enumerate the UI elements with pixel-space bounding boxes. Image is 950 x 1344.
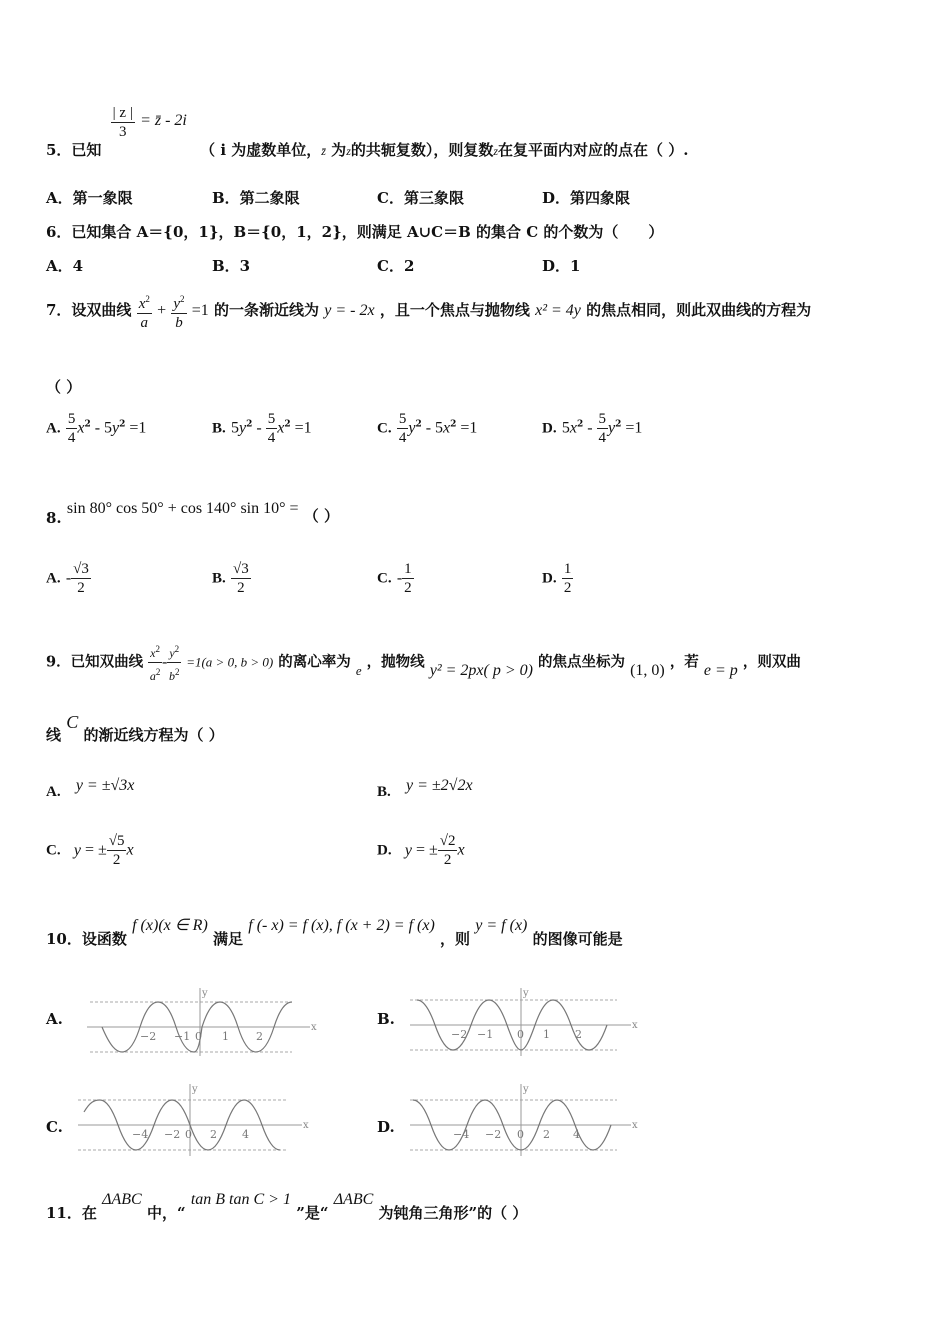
q11-condition: tan B tan C > 1 <box>190 1191 291 1208</box>
q9-label-d: D. <box>377 842 392 859</box>
graph-a-tick: −2 <box>140 1030 157 1043</box>
q9-condition: =1(a > 0, b > 0) <box>186 654 274 670</box>
graph-b-y-label: y <box>523 988 529 999</box>
q5-fraction <box>111 104 135 141</box>
q7-parabola: x² = 4y <box>535 302 581 319</box>
q10-number: 10．设函数 <box>46 930 127 948</box>
q7-t2: ，且一个焦点与抛物线 <box>379 301 530 319</box>
graph-d-x-label: x <box>632 1120 638 1131</box>
q11-triangle: ΔABC <box>102 1191 142 1208</box>
graph-c-tick: 2 <box>210 1128 217 1141</box>
q5-option-a[interactable]: A．第一象限 <box>46 189 133 207</box>
q8-option-c[interactable]: C. - $\frac{1}{2}$ <box>377 561 412 596</box>
q9-e: e <box>355 662 362 678</box>
q10-f: f (x)(x ∈ R) <box>132 917 208 934</box>
q11-number: 11．在 <box>46 1204 97 1222</box>
graph-c-tick: −4 <box>132 1128 149 1141</box>
q10-t1: 满足 <box>213 930 244 948</box>
q5-zbar: z̄ <box>321 143 326 158</box>
q7-option-b[interactable]: B. $5y^2$ - $\frac{5}{4}$ $x^2 =1$ <box>212 411 312 446</box>
graph-c-tick: −2 <box>164 1128 181 1141</box>
q7-paren: （ ） <box>46 378 82 396</box>
graph-c-x-label: x <box>303 1120 309 1131</box>
q8-label-c: C. <box>377 570 392 587</box>
q9-c: C <box>66 712 79 732</box>
q9-parabola: y² = 2px( p > 0) <box>429 661 533 679</box>
q9-option-c[interactable]: C. y = ± $\frac{√5}{2}$ x <box>46 833 134 868</box>
q5-tail: 的共轭复数），则复数 <box>350 140 494 159</box>
graph-b-tick: 1 <box>543 1028 550 1041</box>
q5-option-c[interactable]: C．第三象限 <box>377 189 464 207</box>
q9-t1: 的离心率为 <box>278 653 351 671</box>
q5-mid: 为 <box>331 140 347 159</box>
graph-d-y-label: y <box>523 1084 529 1095</box>
q10-yf: y = f (x) <box>475 917 528 934</box>
question-6: 6．已知集合 A＝{0，1}，B＝{0，1，2}，则满足 A∪C＝B 的集合 C 的个数为（ ） <box>46 223 664 241</box>
q9-t4: ，若 <box>669 653 699 671</box>
graph-d-tick: −4 <box>453 1128 470 1141</box>
q9-line2a: 线 <box>46 726 62 744</box>
q5-frac-num: | z | <box>112 105 133 121</box>
q7-t3: 的焦点相同，则此双曲线的方程为 <box>586 301 812 319</box>
q8-number: 8. <box>46 509 62 527</box>
question-10 <box>46 914 623 948</box>
q10-t3: 的图像可能是 <box>532 930 623 948</box>
q11-t3: 为钝角三角形”的（ ） <box>378 1204 528 1222</box>
q5-equation: = z̄ - 2i <box>140 111 187 129</box>
q10-label-d[interactable]: D. <box>377 1118 395 1136</box>
q8-option-b[interactable]: B. $\frac{√3}{2}$ <box>212 561 249 596</box>
q9-t2: ，抛物线 <box>366 653 425 671</box>
q5-tail2: 在复平面内对应的点在（ ）. <box>498 140 689 159</box>
q6-option-b[interactable]: B．3 <box>212 257 251 275</box>
q10-graph-c[interactable] <box>76 1082 316 1158</box>
question-9: 9．已知双曲线 $\frac{x^2}{a^2}$ - $\frac{y^2}{b^2}$ =1(a > 0, b > 0) 的离心率为 e ，抛物线 y² = 2px( p > 0) 的焦点坐标为 (1, 0) ，若 e = p ，则双曲 <box>46 640 801 685</box>
q7-label-b: B. <box>212 420 226 437</box>
q9-eq: e = p <box>703 661 738 679</box>
q6-option-a[interactable]: A．4 <box>46 257 84 275</box>
q8-option-a[interactable]: A. - $\frac{√3}{2}$ <box>46 561 89 596</box>
q10-graph-a[interactable] <box>82 986 322 1058</box>
q11-t2: ”是“ <box>296 1204 329 1222</box>
q11-triangle-2: ΔABC <box>333 1191 374 1208</box>
q10-label-b[interactable]: B. <box>377 1010 395 1028</box>
graph-b-tick: −2 <box>451 1028 468 1041</box>
q5-z2: z <box>493 143 499 158</box>
graph-a-tick: −1 <box>174 1030 191 1043</box>
q7-option-c[interactable]: C. $\frac{5}{4}$ $y^2 - 5x^2 =1$ <box>377 411 478 446</box>
q7-t1: 的一条渐近线为 <box>214 301 320 319</box>
q10-graph-b[interactable] <box>405 986 645 1058</box>
q9-label-c: C. <box>46 842 61 859</box>
q9-option-d[interactable]: D. y = ± $\frac{√2}{2}$ x <box>377 833 465 868</box>
question-5 <box>46 104 689 159</box>
q6-option-d[interactable]: D．1 <box>542 257 581 275</box>
graph-d-tick: −2 <box>485 1128 502 1141</box>
graph-c-y-label: y <box>192 1084 198 1095</box>
q7-frac-y: $\frac{y^2}{b}$ <box>171 290 186 332</box>
q5-paren-i: （ i 为虚数单位， <box>200 140 322 159</box>
q5-option-b[interactable]: B．第二象限 <box>212 189 300 207</box>
graph-b-x-label: x <box>632 1020 638 1031</box>
q9-label-b: B. <box>377 784 391 800</box>
q10-t2: ，则 <box>440 930 471 948</box>
q5-frac-den: 3 <box>119 124 127 140</box>
graph-a-tick: 2 <box>256 1030 263 1043</box>
q7-option-d[interactable]: D. $5x^2$ - $\frac{5}{4}$ $y^2 =1$ <box>542 411 643 446</box>
q5-z1: z <box>346 143 351 158</box>
graph-c-tick: 0 <box>185 1128 192 1141</box>
q9-option-a[interactable] <box>46 776 135 800</box>
q7-frac-x: $\frac{x^2}{a}$ <box>137 290 152 332</box>
q5-option-d[interactable]: D．第四象限 <box>542 189 631 207</box>
q8-label-d: D. <box>542 570 557 587</box>
graph-a-tick: 0 <box>195 1030 202 1043</box>
q9-optB: y = ±2√2x <box>406 777 473 794</box>
graph-b-tick: −1 <box>477 1028 494 1041</box>
q5-number: 5．已知 <box>46 140 102 159</box>
q9-line2b: 的渐近线方程为（ ） <box>83 726 224 744</box>
q8-label-b: B. <box>212 570 226 587</box>
q10-label-c[interactable]: C. <box>46 1118 63 1136</box>
question-8 <box>46 497 340 527</box>
graph-b-tick: 2 <box>575 1028 582 1041</box>
q9-t3: 的焦点坐标为 <box>538 653 626 671</box>
q7-number: 7．设双曲线 <box>46 301 132 319</box>
q9-option-b[interactable] <box>377 776 473 800</box>
q5-text <box>200 141 688 159</box>
graph-a-tick: 1 <box>222 1030 229 1043</box>
q9-point: (1, 0) <box>630 661 665 679</box>
q10-graph-d[interactable] <box>405 1082 645 1158</box>
graph-d-tick: 2 <box>543 1128 550 1141</box>
q9-number: 9．已知双曲线 <box>46 653 144 671</box>
graph-b-tick: 0 <box>517 1028 524 1041</box>
q7-asymptote: y = - 2x <box>324 302 375 319</box>
q8-option-d[interactable]: D. $\frac{1}{2}$ <box>542 561 572 596</box>
q9-t5: ，则双曲 <box>742 653 801 671</box>
question-7: 7．设双曲线 $\frac{x^2}{a}$ + $\frac{y^2}{b}$ =1 的一条渐近线为 y = - 2x ，且一个焦点与抛物线 x² = 4y 的焦点相同，则此双曲线的方程为 <box>46 290 811 332</box>
q7-label-d: D. <box>542 420 557 437</box>
q9-line2 <box>46 712 224 744</box>
q8-expression: sin 80° cos 50° + cos 140° sin 10° = <box>66 500 299 517</box>
q8-paren: （ ） <box>303 507 340 525</box>
q11-t1: 中，“ <box>146 1204 186 1222</box>
q10-cond: f (- x) = f (x), f (x + 2) = f (x) <box>248 917 435 934</box>
q10-label-a[interactable]: A. <box>46 1010 63 1028</box>
q7-label-c: C. <box>377 420 392 437</box>
q7-option-a[interactable]: A. $\frac{5}{4}$ $x^2 - 5y^2 =1$ <box>46 411 147 446</box>
q9-label-a: A. <box>46 784 61 800</box>
q6-option-c[interactable]: C．2 <box>377 257 415 275</box>
question-11 <box>46 1188 528 1222</box>
graph-d-tick: 0 <box>517 1128 524 1141</box>
q8-label-a: A. <box>46 570 61 587</box>
graph-a-y-label: y <box>202 988 208 999</box>
graph-a-x-label: x <box>311 1022 317 1033</box>
q7-label-a: A. <box>46 420 61 437</box>
graph-c-tick: 4 <box>242 1128 249 1141</box>
graph-d-tick: 4 <box>573 1128 580 1141</box>
q9-optA: y = ±√3x <box>75 777 135 794</box>
